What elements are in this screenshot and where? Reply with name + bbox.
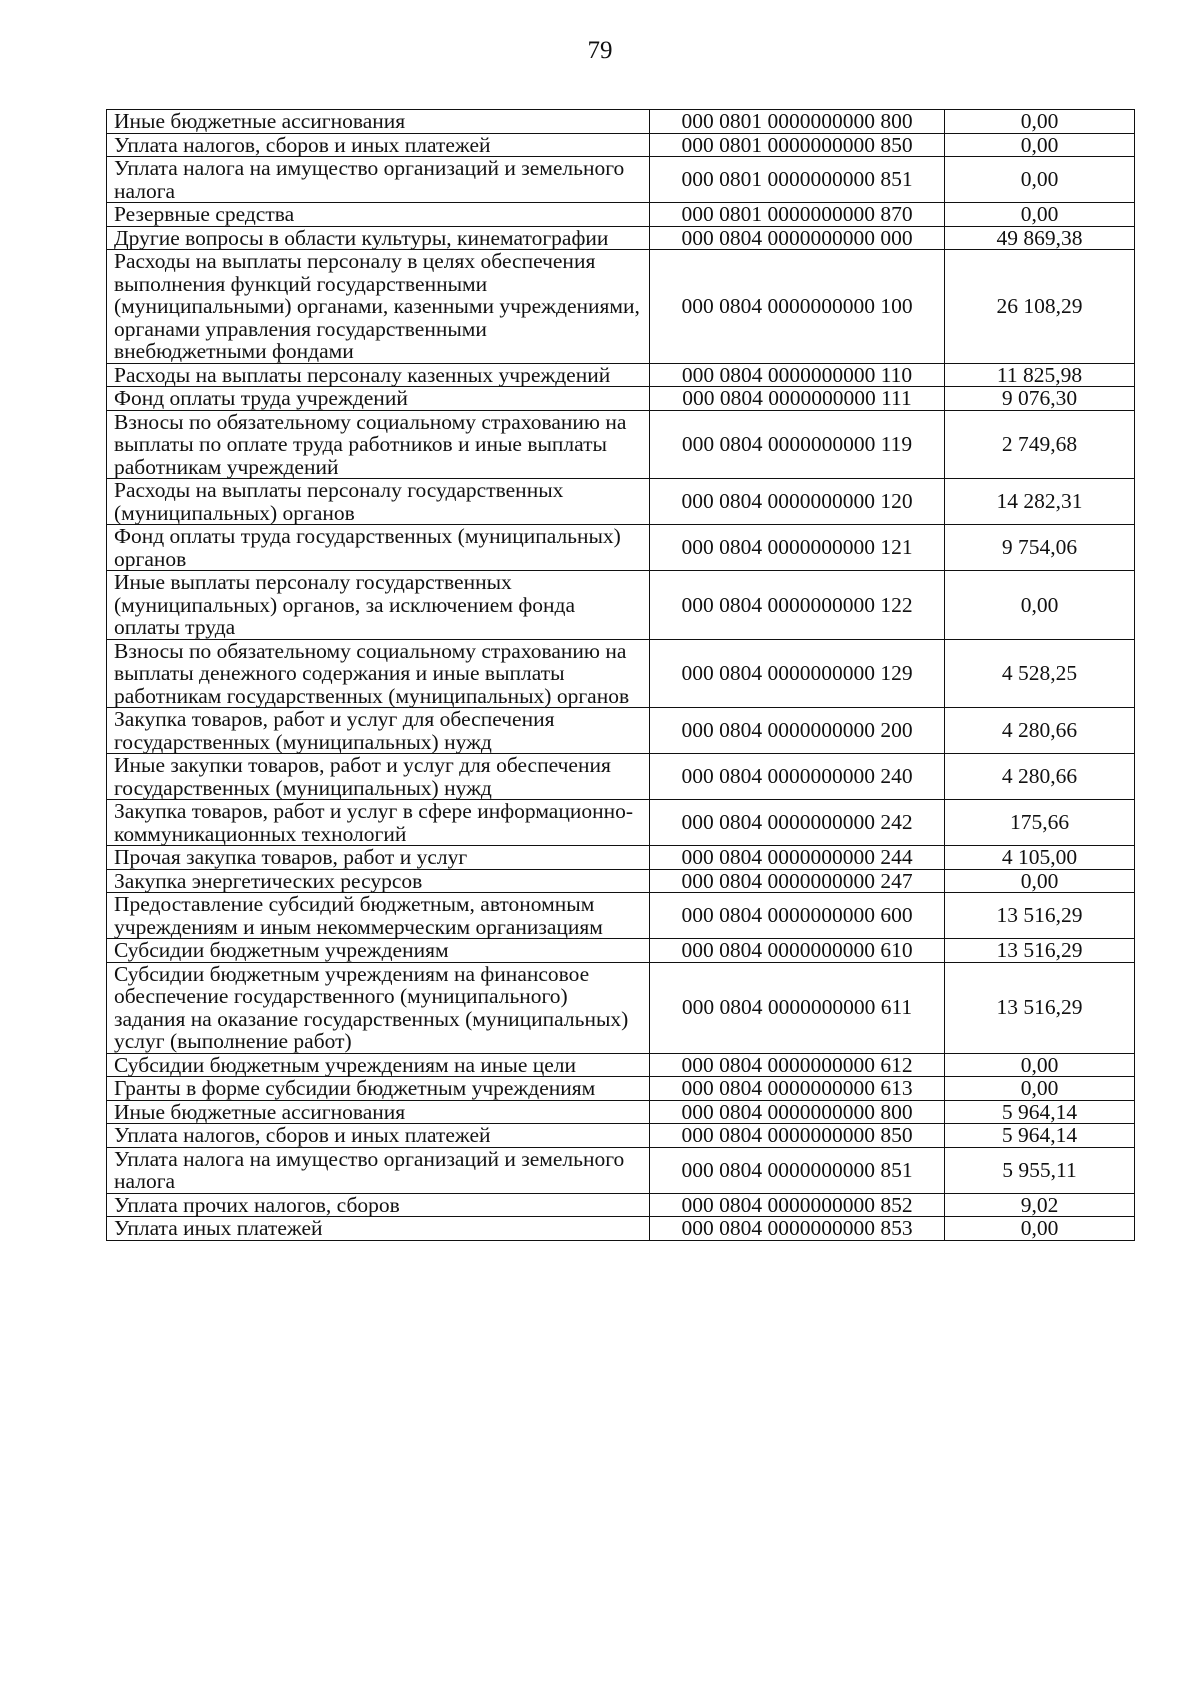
- table-row: [107, 1193, 1135, 1217]
- page-number: 79: [587, 37, 613, 64]
- table-row: [107, 1100, 1135, 1124]
- expense-name-cell: Фонд оплаты труда учреждений: [107, 387, 650, 411]
- table-row: [107, 846, 1135, 870]
- expense-name-cell: Иные закупки товаров, работ и услуг для обеспечения государственных (муниципальных) нужд: [107, 754, 650, 800]
- expense-name-cell: Расходы на выплаты персоналу государственных (муниципальных) органов: [107, 479, 650, 525]
- expense-name-cell: Уплата иных платежей: [107, 1217, 650, 1241]
- table-row: [107, 363, 1135, 387]
- budget-code-cell: 000 0804 0000000000 853: [650, 1217, 945, 1241]
- table-row: [107, 639, 1135, 708]
- table-row: [107, 571, 1135, 640]
- table-row: [107, 226, 1135, 250]
- amount-cell: 9 076,30: [945, 387, 1135, 411]
- expense-name-cell: Прочая закупка товаров, работ и услуг: [107, 846, 650, 870]
- amount-cell: 13 516,29: [945, 939, 1135, 963]
- expense-name-cell: Иные бюджетные ассигнования: [107, 110, 650, 134]
- expense-name-cell: Гранты в форме субсидии бюджетным учреждениям: [107, 1077, 650, 1101]
- expense-name-cell: Другие вопросы в области культуры, кинематографии: [107, 226, 650, 250]
- amount-cell: 0,00: [945, 157, 1135, 203]
- expense-name-cell: Уплата налогов, сборов и иных платежей: [107, 1124, 650, 1148]
- table-row: [107, 410, 1135, 479]
- amount-cell: 9,02: [945, 1193, 1135, 1217]
- table-row: [107, 708, 1135, 754]
- table-row: [107, 133, 1135, 157]
- table-row: [107, 110, 1135, 134]
- table-row: [107, 525, 1135, 571]
- budget-code-cell: 000 0804 0000000000 120: [650, 479, 945, 525]
- expense-name-cell: Уплата налогов, сборов и иных платежей: [107, 133, 650, 157]
- budget-code-cell: 000 0804 0000000000 852: [650, 1193, 945, 1217]
- expense-name-cell: Расходы на выплаты персоналу в целях обеспечения выполнения функций государственными (муниципальными) органами, казенными учреждениями, органами управления государственными внебюджетными фондами: [107, 250, 650, 364]
- table-row: [107, 1077, 1135, 1101]
- budget-code-cell: 000 0804 0000000000 247: [650, 869, 945, 893]
- expense-name-cell: Закупка товаров, работ и услуг для обеспечения государственных (муниципальных) нужд: [107, 708, 650, 754]
- budget-code-cell: 000 0804 0000000000 610: [650, 939, 945, 963]
- amount-cell: 4 280,66: [945, 754, 1135, 800]
- table-row: [107, 800, 1135, 846]
- expense-name-cell: Расходы на выплаты персоналу казенных учреждений: [107, 363, 650, 387]
- budget-code-cell: 000 0804 0000000000 240: [650, 754, 945, 800]
- amount-cell: 4 280,66: [945, 708, 1135, 754]
- table-body: [107, 110, 1135, 1241]
- budget-code-cell: 000 0804 0000000000 121: [650, 525, 945, 571]
- budget-code-cell: 000 0804 0000000000 612: [650, 1053, 945, 1077]
- amount-cell: 175,66: [945, 800, 1135, 846]
- expense-name-cell: Иные выплаты персоналу государственных (муниципальных) органов, за исключением фонда оплаты труда: [107, 571, 650, 640]
- expense-name-cell: Закупка энергетических ресурсов: [107, 869, 650, 893]
- expense-name-cell: Взносы по обязательному социальному страхованию на выплаты денежного содержания и иные выплаты работникам государственных (муниципальных) органов: [107, 639, 650, 708]
- budget-code-cell: 000 0804 0000000000 850: [650, 1124, 945, 1148]
- table-row: [107, 1053, 1135, 1077]
- budget-table: [106, 109, 1135, 1241]
- budget-code-cell: 000 0801 0000000000 851: [650, 157, 945, 203]
- budget-code-cell: 000 0804 0000000000 110: [650, 363, 945, 387]
- budget-code-cell: 000 0804 0000000000 613: [650, 1077, 945, 1101]
- expense-name-cell: Резервные средства: [107, 203, 650, 227]
- table-row: [107, 250, 1135, 364]
- amount-cell: 0,00: [945, 1077, 1135, 1101]
- expense-name-cell: Фонд оплаты труда государственных (муниципальных) органов: [107, 525, 650, 571]
- amount-cell: 4 528,25: [945, 639, 1135, 708]
- amount-cell: 0,00: [945, 1053, 1135, 1077]
- budget-code-cell: 000 0804 0000000000 119: [650, 410, 945, 479]
- budget-code-cell: 000 0804 0000000000 111: [650, 387, 945, 411]
- budget-code-cell: 000 0804 0000000000 000: [650, 226, 945, 250]
- amount-cell: 2 749,68: [945, 410, 1135, 479]
- budget-code-cell: 000 0804 0000000000 244: [650, 846, 945, 870]
- amount-cell: 11 825,98: [945, 363, 1135, 387]
- expense-name-cell: Иные бюджетные ассигнования: [107, 1100, 650, 1124]
- amount-cell: 13 516,29: [945, 962, 1135, 1053]
- amount-cell: 0,00: [945, 133, 1135, 157]
- expense-name-cell: Уплата налога на имущество организаций и земельного налога: [107, 1147, 650, 1193]
- expense-name-cell: Закупка товаров, работ и услуг в сфере информационно-коммуникационных технологий: [107, 800, 650, 846]
- expense-name-cell: Субсидии бюджетным учреждениям на иные цели: [107, 1053, 650, 1077]
- amount-cell: 0,00: [945, 869, 1135, 893]
- table-row: [107, 157, 1135, 203]
- budget-code-cell: 000 0804 0000000000 600: [650, 893, 945, 939]
- amount-cell: 5 955,11: [945, 1147, 1135, 1193]
- table-row: [107, 1124, 1135, 1148]
- expense-name-cell: Предоставление субсидий бюджетным, автономным учреждениям и иным некоммерческим организациям: [107, 893, 650, 939]
- expense-name-cell: Уплата налога на имущество организаций и земельного налога: [107, 157, 650, 203]
- budget-code-cell: 000 0804 0000000000 100: [650, 250, 945, 364]
- budget-code-cell: 000 0804 0000000000 611: [650, 962, 945, 1053]
- amount-cell: 0,00: [945, 203, 1135, 227]
- budget-code-cell: 000 0801 0000000000 850: [650, 133, 945, 157]
- amount-cell: 0,00: [945, 1217, 1135, 1241]
- table-row: [107, 939, 1135, 963]
- amount-cell: 26 108,29: [945, 250, 1135, 364]
- table-row: [107, 203, 1135, 227]
- budget-code-cell: 000 0801 0000000000 870: [650, 203, 945, 227]
- budget-code-cell: 000 0804 0000000000 200: [650, 708, 945, 754]
- amount-cell: 5 964,14: [945, 1124, 1135, 1148]
- amount-cell: 0,00: [945, 571, 1135, 640]
- budget-code-cell: 000 0804 0000000000 242: [650, 800, 945, 846]
- budget-code-cell: 000 0801 0000000000 800: [650, 110, 945, 134]
- budget-code-cell: 000 0804 0000000000 800: [650, 1100, 945, 1124]
- table-row: [107, 962, 1135, 1053]
- table-row: [107, 479, 1135, 525]
- amount-cell: 5 964,14: [945, 1100, 1135, 1124]
- expense-name-cell: Субсидии бюджетным учреждениям: [107, 939, 650, 963]
- amount-cell: 4 105,00: [945, 846, 1135, 870]
- expense-name-cell: Уплата прочих налогов, сборов: [107, 1193, 650, 1217]
- budget-code-cell: 000 0804 0000000000 851: [650, 1147, 945, 1193]
- amount-cell: 0,00: [945, 110, 1135, 134]
- table-row: [107, 869, 1135, 893]
- amount-cell: 9 754,06: [945, 525, 1135, 571]
- amount-cell: 49 869,38: [945, 226, 1135, 250]
- expense-name-cell: Взносы по обязательному социальному страхованию на выплаты по оплате труда работников и иные выплаты работникам учреждений: [107, 410, 650, 479]
- table-row: [107, 893, 1135, 939]
- budget-code-cell: 000 0804 0000000000 122: [650, 571, 945, 640]
- table-row: [107, 754, 1135, 800]
- amount-cell: 13 516,29: [945, 893, 1135, 939]
- table-row: [107, 1147, 1135, 1193]
- amount-cell: 14 282,31: [945, 479, 1135, 525]
- table-row: [107, 387, 1135, 411]
- table-row: [107, 1217, 1135, 1241]
- budget-code-cell: 000 0804 0000000000 129: [650, 639, 945, 708]
- expense-name-cell: Субсидии бюджетным учреждениям на финансовое обеспечение государственного (муниципального) задания на оказание государственных (муниципальных) услуг (выполнение работ): [107, 962, 650, 1053]
